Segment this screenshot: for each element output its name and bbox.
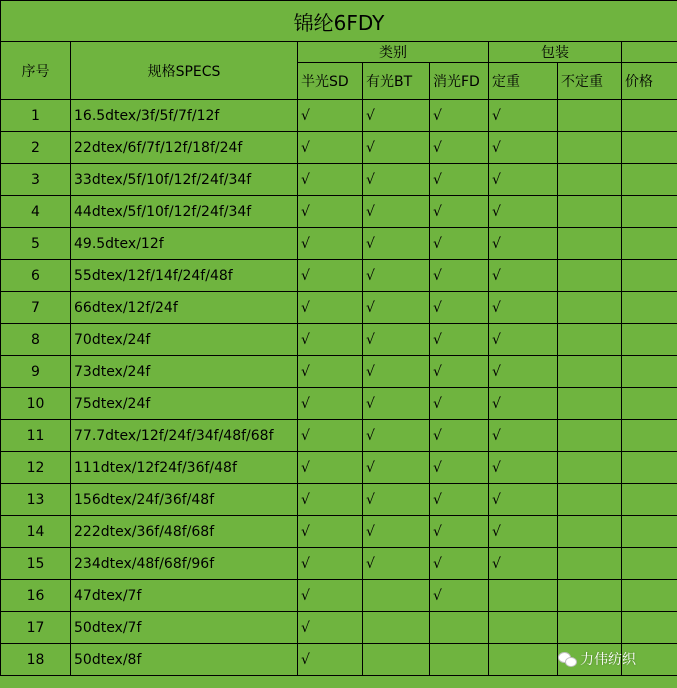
cell-non-fixed-weight[interactable]	[558, 228, 622, 260]
watermark-text: 力伟纺织	[580, 652, 636, 668]
cell-spec[interactable]: 111dtex/12f24f/36f/48f	[71, 452, 298, 484]
cell-non-fixed-weight[interactable]	[558, 612, 622, 644]
cell-non-fixed-weight[interactable]	[558, 580, 622, 612]
table-row	[1, 196, 677, 228]
cell-semi-dull[interactable]: √	[298, 164, 363, 196]
cell-spec[interactable]: 66dtex/12f/24f	[71, 292, 298, 324]
cell-semi-dull[interactable]: √	[298, 196, 363, 228]
table-row	[1, 420, 677, 452]
cell-price[interactable]	[622, 452, 677, 484]
cell-price[interactable]	[622, 612, 677, 644]
cell-non-fixed-weight[interactable]	[558, 196, 622, 228]
cell-full-dull[interactable]: √	[430, 388, 489, 420]
header-row-group	[1, 42, 677, 63]
cell-fixed-weight[interactable]: √	[489, 356, 558, 388]
table-row	[1, 484, 677, 516]
cell-semi-dull[interactable]: √	[298, 580, 363, 612]
cell-non-fixed-weight[interactable]	[558, 356, 622, 388]
cell-fixed-weight[interactable]: √	[489, 388, 558, 420]
cell-non-fixed-weight[interactable]	[558, 100, 622, 132]
cell-price[interactable]	[622, 292, 677, 324]
cell-non-fixed-weight[interactable]	[558, 484, 622, 516]
cell-index[interactable]: 2	[1, 132, 71, 164]
cell-fixed-weight[interactable]: √	[489, 228, 558, 260]
header-non-fixed-weight[interactable]: 不定重	[558, 63, 622, 100]
cell-price[interactable]	[622, 100, 677, 132]
cell-non-fixed-weight[interactable]	[558, 132, 622, 164]
cell-index[interactable]: 10	[1, 388, 71, 420]
header-bright[interactable]: 有光BT	[363, 63, 430, 100]
table-body	[1, 100, 677, 676]
title-row	[1, 1, 677, 42]
cell-bright[interactable]	[363, 612, 430, 644]
table-row	[1, 580, 677, 612]
watermark	[558, 649, 636, 669]
table-row	[1, 292, 677, 324]
cell-bright[interactable]: √	[363, 484, 430, 516]
cell-semi-dull[interactable]: √	[298, 388, 363, 420]
cell-bright[interactable]: √	[363, 100, 430, 132]
header-fixed-weight[interactable]: 定重	[489, 63, 558, 100]
cell-full-dull[interactable]: √	[430, 132, 489, 164]
header-category[interactable]: 类别	[298, 42, 489, 63]
cell-non-fixed-weight[interactable]	[558, 324, 622, 356]
cell-price[interactable]	[622, 356, 677, 388]
table-row	[1, 100, 677, 132]
cell-bright[interactable]: √	[363, 196, 430, 228]
cell-full-dull[interactable]: √	[430, 580, 489, 612]
cell-bright[interactable]: √	[363, 452, 430, 484]
cell-full-dull[interactable]: √	[430, 100, 489, 132]
cell-index[interactable]: 11	[1, 420, 71, 452]
cell-semi-dull[interactable]: √	[298, 324, 363, 356]
cell-fixed-weight[interactable]: √	[489, 260, 558, 292]
cell-full-dull[interactable]: √	[430, 548, 489, 580]
header-index[interactable]: 序号	[1, 42, 71, 100]
cell-semi-dull[interactable]: √	[298, 612, 363, 644]
cell-full-dull[interactable]: √	[430, 164, 489, 196]
cell-spec[interactable]: 234dtex/48f/68f/96f	[71, 548, 298, 580]
cell-non-fixed-weight[interactable]	[558, 452, 622, 484]
cell-spec[interactable]: 33dtex/5f/10f/12f/24f/34f	[71, 164, 298, 196]
table-row	[1, 324, 677, 356]
cell-index[interactable]: 13	[1, 484, 71, 516]
cell-bright[interactable]: √	[363, 324, 430, 356]
cell-fixed-weight[interactable]: √	[489, 100, 558, 132]
table-row	[1, 164, 677, 196]
cell-index[interactable]: 3	[1, 164, 71, 196]
cell-index[interactable]: 12	[1, 452, 71, 484]
cell-price[interactable]	[622, 132, 677, 164]
cell-semi-dull[interactable]: √	[298, 452, 363, 484]
cell-spec[interactable]: 16.5dtex/3f/5f/7f/12f	[71, 100, 298, 132]
header-spec[interactable]: 规格SPECS	[71, 42, 298, 100]
cell-full-dull[interactable]: √	[430, 228, 489, 260]
cell-spec[interactable]: 77.7dtex/12f/24f/34f/48f/68f	[71, 420, 298, 452]
cell-non-fixed-weight[interactable]	[558, 292, 622, 324]
cell-fixed-weight[interactable]: √	[489, 452, 558, 484]
cell-price[interactable]	[622, 324, 677, 356]
table-title[interactable]: 锦纶6FDY	[1, 1, 677, 42]
cell-bright[interactable]: √	[363, 516, 430, 548]
cell-index[interactable]: 16	[1, 580, 71, 612]
cell-full-dull[interactable]: √	[430, 516, 489, 548]
cell-index[interactable]: 7	[1, 292, 71, 324]
cell-semi-dull[interactable]: √	[298, 132, 363, 164]
cell-bright[interactable]: √	[363, 132, 430, 164]
cell-spec[interactable]: 44dtex/5f/10f/12f/24f/34f	[71, 196, 298, 228]
cell-price[interactable]	[622, 164, 677, 196]
cell-semi-dull[interactable]: √	[298, 356, 363, 388]
cell-fixed-weight[interactable]	[489, 580, 558, 612]
table-row	[1, 132, 677, 164]
cell-spec[interactable]: 75dtex/24f	[71, 388, 298, 420]
header-semi-dull[interactable]: 半光SD	[298, 63, 363, 100]
cell-index[interactable]: 18	[1, 644, 71, 676]
cell-fixed-weight[interactable]: √	[489, 420, 558, 452]
cell-index[interactable]: 14	[1, 516, 71, 548]
header-price[interactable]: 价格	[622, 63, 677, 100]
cell-non-fixed-weight[interactable]	[558, 164, 622, 196]
cell-price[interactable]	[622, 388, 677, 420]
cell-fixed-weight[interactable]: √	[489, 196, 558, 228]
cell-full-dull[interactable]: √	[430, 420, 489, 452]
cell-index[interactable]: 9	[1, 356, 71, 388]
cell-price[interactable]	[622, 228, 677, 260]
cell-full-dull[interactable]: √	[430, 324, 489, 356]
header-blank-cell[interactable]	[622, 42, 677, 63]
cell-fixed-weight[interactable]: √	[489, 164, 558, 196]
cell-price[interactable]	[622, 580, 677, 612]
table-row	[1, 516, 677, 548]
cell-semi-dull[interactable]: √	[298, 100, 363, 132]
cell-non-fixed-weight[interactable]	[558, 420, 622, 452]
cell-full-dull[interactable]	[430, 612, 489, 644]
cell-non-fixed-weight[interactable]	[558, 548, 622, 580]
cell-bright[interactable]: √	[363, 356, 430, 388]
cell-bright[interactable]: √	[363, 388, 430, 420]
table-row	[1, 356, 677, 388]
cell-fixed-weight[interactable]: √	[489, 548, 558, 580]
cell-price[interactable]	[622, 516, 677, 548]
cell-semi-dull[interactable]: √	[298, 484, 363, 516]
table-row	[1, 452, 677, 484]
cell-index[interactable]: 1	[1, 100, 71, 132]
cell-fixed-weight[interactable]: √	[489, 292, 558, 324]
cell-fixed-weight[interactable]: √	[489, 324, 558, 356]
cell-spec[interactable]: 222dtex/36f/48f/68f	[71, 516, 298, 548]
cell-full-dull[interactable]: √	[430, 484, 489, 516]
cell-index[interactable]: 5	[1, 228, 71, 260]
cell-index[interactable]: 15	[1, 548, 71, 580]
cell-spec[interactable]: 22dtex/6f/7f/12f/18f/24f	[71, 132, 298, 164]
cell-fixed-weight[interactable]	[489, 644, 558, 676]
cell-bright[interactable]: √	[363, 260, 430, 292]
cell-fixed-weight[interactable]: √	[489, 516, 558, 548]
cell-bright[interactable]: √	[363, 420, 430, 452]
cell-full-dull[interactable]: √	[430, 356, 489, 388]
cell-bright[interactable]	[363, 644, 430, 676]
table-row	[1, 612, 677, 644]
cell-spec[interactable]: 50dtex/8f	[71, 644, 298, 676]
cell-semi-dull[interactable]: √	[298, 228, 363, 260]
cell-price[interactable]	[622, 420, 677, 452]
cell-spec[interactable]: 156dtex/24f/36f/48f	[71, 484, 298, 516]
cell-semi-dull[interactable]: √	[298, 292, 363, 324]
cell-price[interactable]	[622, 260, 677, 292]
cell-semi-dull[interactable]: √	[298, 548, 363, 580]
header-full-dull[interactable]: 消光FD	[430, 63, 489, 100]
cell-spec[interactable]: 47dtex/7f	[71, 580, 298, 612]
cell-fixed-weight[interactable]: √	[489, 484, 558, 516]
cell-non-fixed-weight[interactable]	[558, 388, 622, 420]
cell-full-dull[interactable]: √	[430, 260, 489, 292]
cell-price[interactable]	[622, 548, 677, 580]
table-row	[1, 388, 677, 420]
cell-spec[interactable]: 73dtex/24f	[71, 356, 298, 388]
cell-bright[interactable]	[363, 580, 430, 612]
cell-spec[interactable]: 70dtex/24f	[71, 324, 298, 356]
cell-spec[interactable]: 55dtex/12f/14f/24f/48f	[71, 260, 298, 292]
cell-index[interactable]: 8	[1, 324, 71, 356]
table-row	[1, 548, 677, 580]
cell-bright[interactable]: √	[363, 228, 430, 260]
cell-semi-dull[interactable]: √	[298, 420, 363, 452]
cell-full-dull[interactable]	[430, 644, 489, 676]
cell-bright[interactable]: √	[363, 548, 430, 580]
cell-semi-dull[interactable]: √	[298, 260, 363, 292]
cell-price[interactable]	[622, 484, 677, 516]
cell-full-dull[interactable]: √	[430, 292, 489, 324]
cell-spec[interactable]: 49.5dtex/12f	[71, 228, 298, 260]
cell-semi-dull[interactable]: √	[298, 644, 363, 676]
cell-non-fixed-weight[interactable]	[558, 260, 622, 292]
cell-fixed-weight[interactable]: √	[489, 132, 558, 164]
cell-index[interactable]: 4	[1, 196, 71, 228]
cell-index[interactable]: 17	[1, 612, 71, 644]
cell-bright[interactable]: √	[363, 292, 430, 324]
header-packaging[interactable]: 包装	[489, 42, 622, 63]
table-row	[1, 228, 677, 260]
cell-index[interactable]: 6	[1, 260, 71, 292]
wechat-icon	[558, 652, 576, 666]
cell-fixed-weight[interactable]	[489, 612, 558, 644]
cell-semi-dull[interactable]: √	[298, 516, 363, 548]
cell-full-dull[interactable]: √	[430, 452, 489, 484]
table-row	[1, 260, 677, 292]
cell-non-fixed-weight[interactable]	[558, 516, 622, 548]
cell-spec[interactable]: 50dtex/7f	[71, 612, 298, 644]
cell-price[interactable]	[622, 196, 677, 228]
cell-full-dull[interactable]: √	[430, 196, 489, 228]
cell-bright[interactable]: √	[363, 164, 430, 196]
